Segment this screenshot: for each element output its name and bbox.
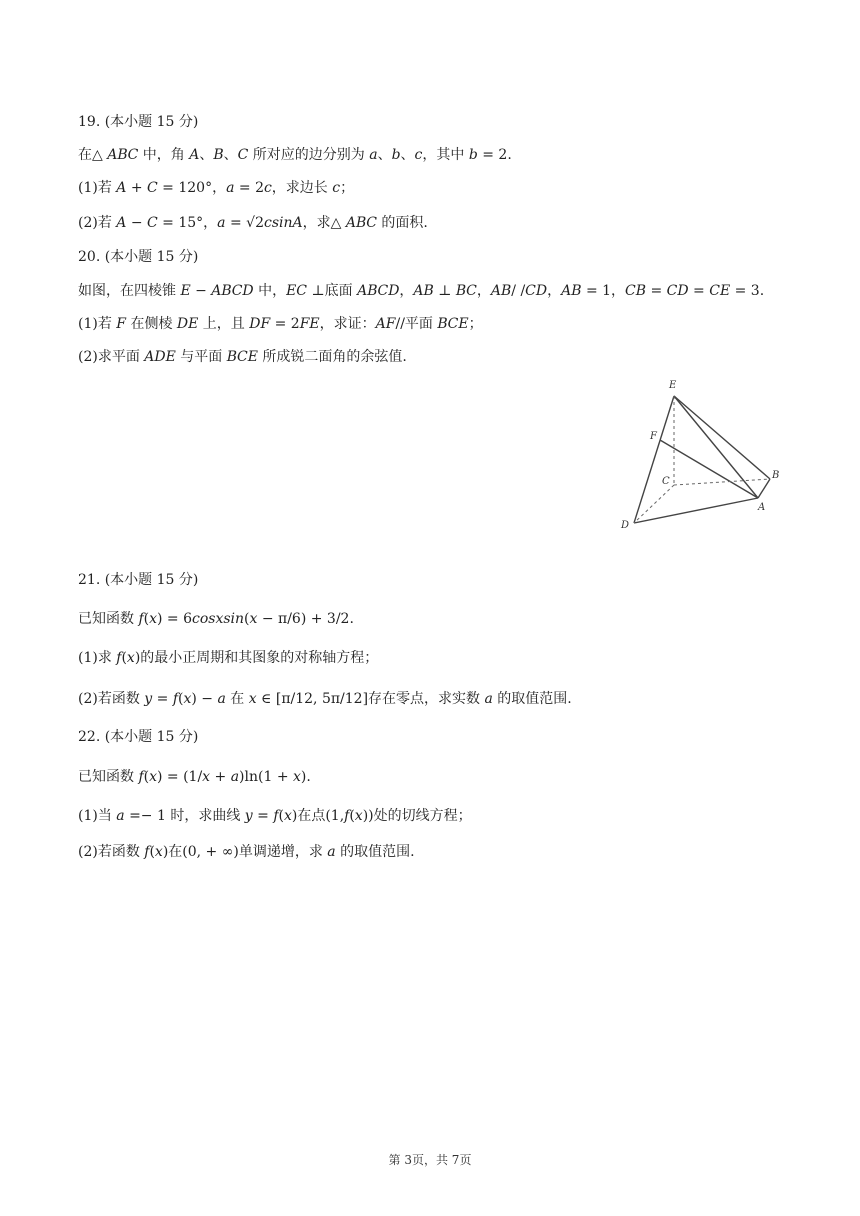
problem-21-header: 21. (本小题 15 分): [78, 572, 199, 588]
problem-20-part-2: (2)求平面 𝐴𝐷𝐸 与平面 𝐵𝐶𝐸 所成锐二面角的余弦值.: [78, 349, 407, 365]
problem-19-part-1: (1)若 𝐴 + 𝐶 = 120°，𝑎 = 2𝑐，求边长 𝑐；: [78, 180, 355, 196]
problem-22-statement: 已知函数 𝑓(𝑥) = (1/𝑥 + 𝑎)ln(1 + 𝑥).: [78, 769, 311, 785]
problem-22-header: 22. (本小题 15 分): [78, 729, 199, 745]
problem-22-part-2: (2)若函数 𝑓(𝑥)在(0, + ∞)单调递增，求 𝑎 的取值范围.: [78, 844, 415, 860]
problem-21-part-1: (1)求 𝑓(𝑥)的最小正周期和其图象的对称轴方程；: [78, 650, 379, 666]
problem-19-part-2: (2)若 𝐴 − 𝐶 = 15°，𝑎 = √2𝑐𝑠𝑖𝑛𝐴，求△ 𝐴𝐵𝐶 的面积.: [78, 215, 428, 231]
problem-22-part-1: (1)当 𝑎 =− 1 时，求曲线 𝑦 = 𝑓(𝑥)在点(1,𝑓(𝑥))处的切线方程；: [78, 808, 472, 824]
problem-20-part-1: (1)若 𝐹 在侧棱 𝐷𝐸 上，且 𝐷𝐹 = 2𝐹𝐸，求证：𝐴𝐹//平面 𝐵𝐶𝐸；: [78, 316, 483, 332]
label-D: D: [621, 520, 630, 531]
label-F: F: [650, 431, 657, 442]
page-footer: 第 3页，共 7页: [388, 1153, 472, 1167]
label-E: E: [669, 380, 677, 391]
label-A: A: [758, 502, 766, 513]
label-B: B: [772, 470, 780, 481]
problem-21-part-2: (2)若函数 𝑦 = 𝑓(𝑥) − 𝑎 在 𝑥 ∈ [π/12, 5π/12]存在零点，求实数 𝑎 的取值范围.: [78, 691, 572, 707]
pyramid-figure: [612, 372, 792, 534]
problem-21-statement: 已知函数 𝑓(𝑥) = 6𝑐𝑜𝑠𝑥𝑠𝑖𝑛(𝑥 − π/6) + 3/2.: [78, 611, 354, 627]
label-C: C: [662, 476, 670, 487]
pyramid-diagram: [612, 372, 792, 534]
problem-20-header: 20. (本小题 15 分): [78, 249, 199, 265]
problem-19-header: 19. (本小题 15 分): [78, 114, 199, 130]
problem-20-statement: 如图，在四棱锥 𝐸 − 𝐴𝐵𝐶𝐷 中，𝐸𝐶 ⊥底面 𝐴𝐵𝐶𝐷，𝐴𝐵 ⊥ 𝐵𝐶，𝐴𝐵/ /𝐶𝐷，𝐴𝐵 = 1，𝐶𝐵 = 𝐶𝐷 = 𝐶𝐸 = 3.: [78, 283, 765, 299]
problem-19-statement: 在△ 𝐴𝐵𝐶 中，角 𝐴、𝐵、𝐶 所对应的边分别为 𝑎、𝑏、𝑐，其中 𝑏 = 2.: [78, 147, 512, 163]
